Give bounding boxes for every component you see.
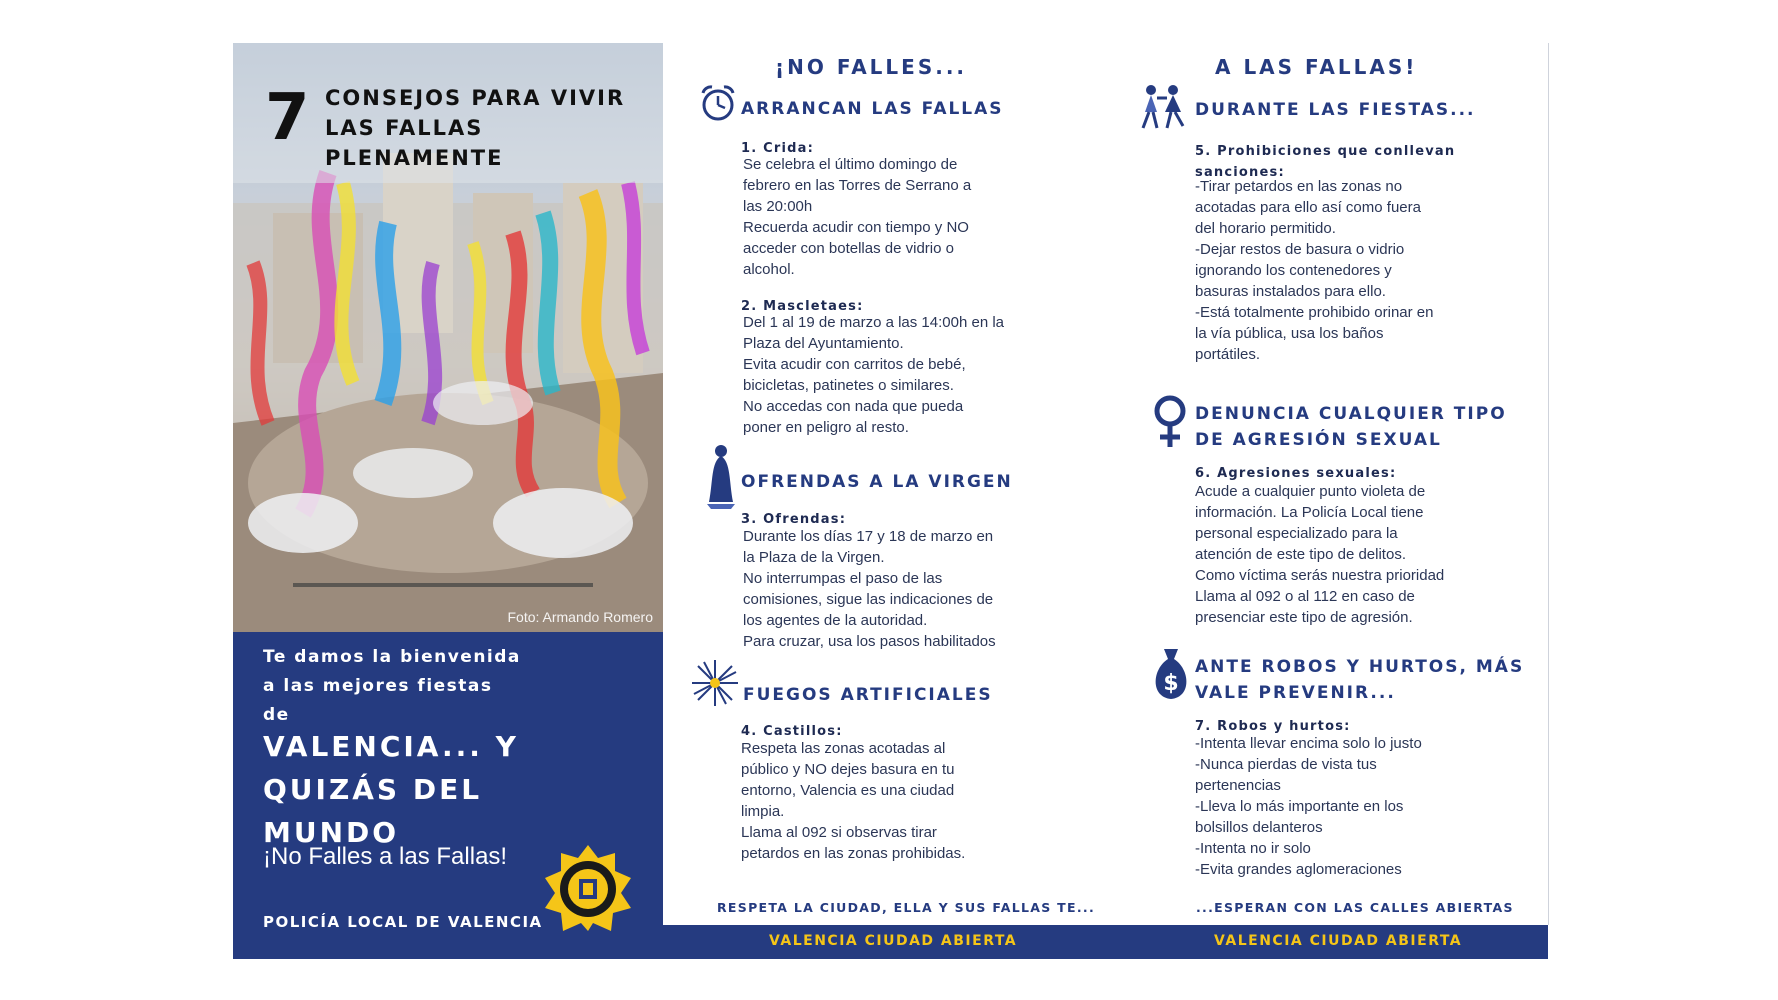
item-title-prohibiciones: 5. Prohibiciones que conllevan sanciones:	[1195, 144, 1456, 180]
item-text-ofrendas: Durante los días 17 y 18 de marzo en la Plaza de la Virgen. No interrumpas el paso de las comisiones, sigue las indicaciones de los agentes de la autoridad. Para cruzar, usa los pasos habilitados	[743, 528, 996, 650]
cover-slogan: ¡No Falles a las Fallas!	[263, 843, 508, 870]
cover-panel	[233, 43, 663, 959]
cover-photo	[233, 43, 663, 632]
section-title-arrancan: ARRANCAN LAS FALLAS	[741, 99, 1004, 119]
svg-text:$: $	[1163, 671, 1179, 696]
col2-footer: ...ESPERAN CON LAS CALLES ABIERTAS	[1196, 900, 1514, 915]
section-title-fuegos: FUEGOS ARTIFICIALES	[743, 685, 993, 705]
section-title-robos: ANTE ROBOS Y HURTOS, MÁS VALE PREVENIR...	[1195, 657, 1525, 703]
alarm-clock-icon	[700, 84, 736, 122]
item-title-agresiones: 6. Agresiones sexuales:	[1195, 466, 1397, 481]
item-text-robos: -Intenta llevar encima solo lo justo -Nunca pierdas de vista tus pertenencias -Lleva lo más importante en los bolsillos delanteros -Intenta no ir solo -Evita grandes aglomeraciones	[1195, 735, 1422, 878]
dancers-icon	[1137, 82, 1189, 130]
item-title-castillos: 4. Castillos:	[741, 724, 843, 739]
section-title-fiestas: DURANTE LAS FIESTAS...	[1195, 100, 1476, 120]
female-symbol-icon	[1152, 395, 1188, 449]
cover-title: CONSEJOS PARA VIVIR LAS FALLAS PLENAMENTE	[325, 86, 626, 170]
bar-text-left: VALENCIA CIUDAD ABIERTA	[769, 933, 1018, 949]
item-title-ofrendas: 3. Ofrendas:	[741, 512, 847, 527]
photo-credit: Foto: Armando Romero	[507, 609, 653, 625]
bar-text-right: VALENCIA CIUDAD ABIERTA	[1214, 933, 1463, 949]
bottom-bar	[663, 925, 1548, 959]
section-title-agresion: DENUNCIA CUALQUIER TIPO DE AGRESIÓN SEXUAL	[1195, 404, 1507, 450]
police-badge-icon	[543, 843, 633, 933]
item-text-crida: Se celebra el último domingo de febrero en las Torres de Serrano a las 20:00h Recuerda acudir con tiempo y NO acceder con botellas de vidrio o alcohol.	[743, 156, 972, 278]
col2-header: A LAS FALLAS!	[1215, 55, 1418, 79]
welcome-text: Te damos la bienvenida a las mejores fiestas de	[263, 647, 521, 725]
col1-header: ¡NO FALLES...	[775, 55, 968, 79]
cover-headline: VALENCIA... Y QUIZÁS DEL MUNDO	[263, 730, 519, 849]
item-text-agresiones: Acude a cualquier punto violeta de información. La Policía Local tiene personal especializado para la atención de este tipo de delitos. Como víctima serás nuestra prioridad Llama al 092 o al 112 en caso de presenciar este tipo de agresión.	[1195, 483, 1445, 626]
firework-icon	[690, 658, 740, 708]
item-title-crida: 1. Crida:	[741, 141, 814, 156]
page-border	[1548, 43, 1549, 925]
virgin-statue-icon	[705, 442, 737, 510]
item-title-mascletaes: 2. Mascletaes:	[741, 299, 864, 314]
item-text-mascletaes: Del 1 al 19 de marzo a las 14:00h en la Plaza del Ayuntamiento. Evita acudir con carritos de bebé, bicicletas, patinetes o similares. No accedas con nada que pueda poner en peligro al resto.	[743, 314, 1004, 436]
section-title-ofrendas: OFRENDAS A LA VIRGEN	[741, 472, 1013, 492]
item-text-prohibiciones: -Tirar petardos en las zonas no acotadas para ello así como fuera del horario permitido. -Dejar restos de basura o vidrio ignorando los contenedores y basuras instalados para ello. -Está totalmente prohibido orinar en la vía pública, usa los baños portátiles.	[1195, 178, 1434, 363]
money-bag-icon	[1148, 645, 1194, 701]
cover-footer: POLICÍA LOCAL DE VALENCIA	[263, 913, 543, 931]
col1-footer: RESPETA LA CIUDAD, ELLA Y SUS FALLAS TE...	[717, 900, 1095, 915]
item-title-robos: 7. Robos y hurtos:	[1195, 719, 1351, 734]
item-text-castillos: Respeta las zonas acotadas al público y NO dejes basura en tu entorno, Valencia es una ciudad limpia. Llama al 092 si observas tirar petardos en las zonas prohibidas.	[741, 740, 966, 862]
cover-number: 7	[265, 81, 310, 155]
